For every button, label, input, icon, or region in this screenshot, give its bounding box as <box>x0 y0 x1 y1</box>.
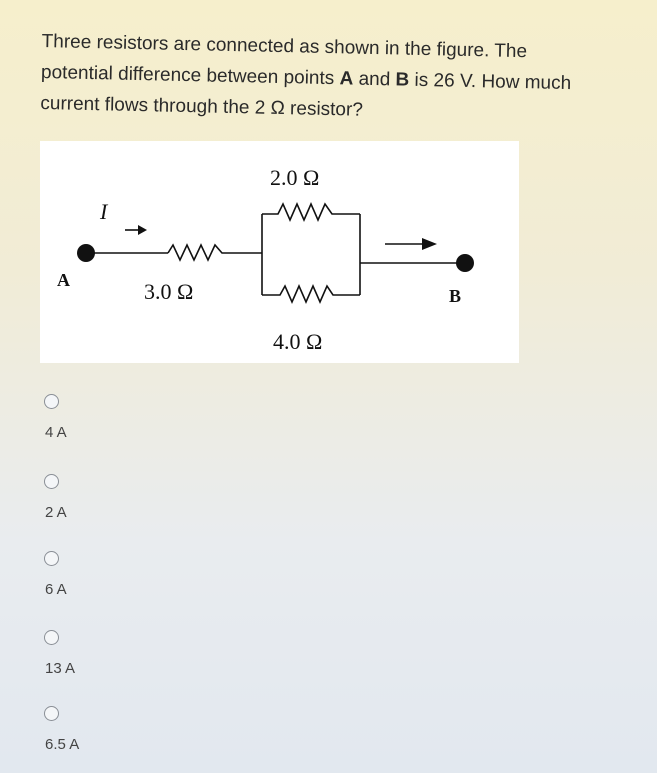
point-a-ref: A <box>339 68 354 90</box>
question-and: and <box>353 68 396 91</box>
radio-button[interactable] <box>44 551 59 566</box>
r3-label: 4.0 Ω <box>273 329 323 354</box>
point-b-ref: B <box>395 69 410 91</box>
resistor-2-ohm <box>262 204 360 220</box>
flow-arrow-icon <box>422 238 437 250</box>
terminal-a-dot <box>77 244 95 262</box>
radio-button[interactable] <box>44 474 59 489</box>
terminal-b-label: B <box>449 286 462 306</box>
terminal-b-dot <box>456 254 474 272</box>
r1-label: 3.0 Ω <box>144 279 194 304</box>
question-line-2-end: is 26 V. How much <box>409 69 572 95</box>
resistor-3-ohm <box>168 245 262 260</box>
radio-button[interactable] <box>44 394 59 409</box>
radio-button[interactable] <box>44 706 59 721</box>
radio-button[interactable] <box>44 630 59 645</box>
option-label: 6.5 A <box>45 736 80 753</box>
option-label: 6 A <box>45 581 67 598</box>
option-label: 2 A <box>45 504 67 521</box>
terminal-a-label: A <box>57 270 70 290</box>
resistor-4-ohm <box>262 286 360 302</box>
option-label: 13 A <box>45 660 76 677</box>
circuit-figure <box>40 141 519 363</box>
question-line-3: current flows through the 2 Ω resistor? <box>40 92 364 121</box>
current-label: I <box>100 199 108 224</box>
r2-label: 2.0 Ω <box>270 165 320 190</box>
question-line-2-start: potential difference between points <box>40 61 340 90</box>
option-label: 4 A <box>45 424 67 441</box>
circuit-diagram <box>40 141 519 363</box>
question-line-1: Three resistors are connected as shown in the figure. The <box>41 30 528 63</box>
current-arrow-icon <box>138 225 147 235</box>
question-text <box>40 26 632 131</box>
